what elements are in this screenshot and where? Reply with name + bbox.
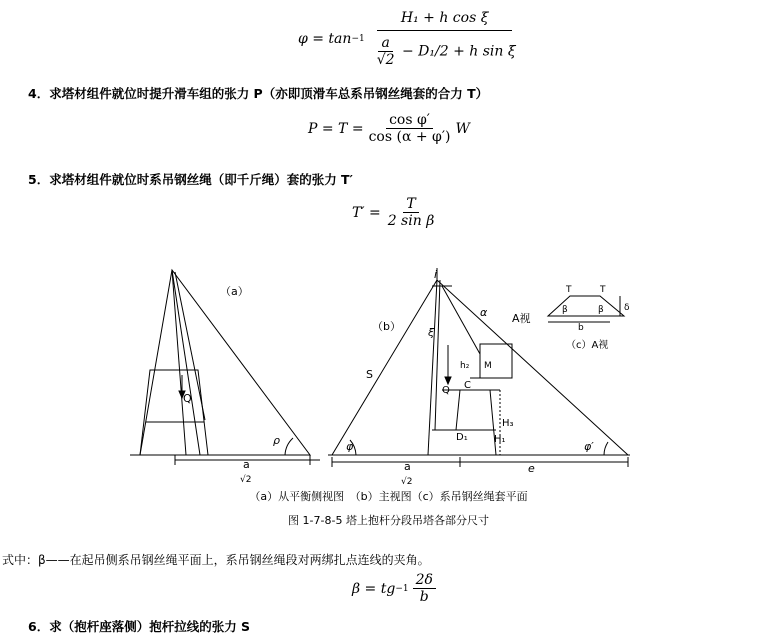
b-m-label: M [484,361,492,371]
formula-beta-num: 2δ [413,572,436,589]
figure-caption-title: 图 1-7-8-5 塔上抱杆分段吊塔各部分尺寸 [288,514,489,527]
formula-beta-den: b [419,589,429,605]
a-rho-label: ρ [273,434,280,447]
formula-p-fraction [366,112,454,145]
den-a-frac [374,35,398,68]
b-d1-label: D₁ [456,432,468,443]
figure-diagram [0,250,777,490]
b-load-arrowhead [445,377,451,384]
formula-phi-denominator [371,31,519,68]
a-pole-line-3 [172,270,186,455]
b-h2-label: h₂ [460,361,470,371]
a-dim-sqrt2: √2 [240,475,252,485]
heading-5: 5．求塔材组件就位时系吊钢丝绳（即千斤绳）套的张力 T′ [28,172,353,187]
b-h3-label: H₃ [502,418,514,429]
label-c: （c）A视 [566,340,609,351]
b-phi-label: φ [346,440,354,453]
den-a: a [378,35,392,52]
figure-caption-parts: （a）从平衡侧视图 （b）主视图（c）系吊钢丝绳套平面 [249,490,528,503]
where-text: 式中：β——在起吊侧系吊钢丝绳平面上，系吊钢丝绳段对两绑扎点连线的夹角。 [2,553,430,567]
c-t-label-right: T [600,285,606,295]
formula-phi-fraction [371,10,519,68]
c-beta-left: β [562,305,568,315]
formula-beta-exp: −1 [395,583,409,594]
b-h1-label: H₁ [494,434,506,445]
formula-p-num: cos φ′ [386,112,433,129]
b-phip-label: φ′ [584,440,594,453]
formula-p-lhs: P = T = [308,120,364,137]
b-dim-e: e [528,462,535,475]
formula-phi-numerator: H₁ + h cos ξ [377,10,513,31]
den-rest: − D₁/2 + h sin ξ [402,43,516,60]
b-aview-label: A视 [512,312,531,325]
formula-tension-p [308,112,470,145]
b-phip-arc [604,442,608,455]
formula-phi-lhs: φ = tan [298,31,352,47]
b-dim-a: a [404,460,411,473]
formula-beta-lhs: β = tg [352,580,396,597]
formula-t-lhs: T′ = [352,204,381,221]
formula-tension-tprime [352,196,437,229]
heading-4: 4．求塔材组件就位时提升滑车组的张力 P（亦即顶滑车总系吊钢丝绳套的合力 T） [28,86,489,101]
label-b: （b） [372,320,401,333]
formula-beta-fraction [413,572,436,605]
a-dim-a: a [243,458,250,471]
b-s-label: S [366,368,373,381]
b-q-label: Q [442,385,450,396]
b-sling-line [442,286,480,354]
c-b-label: b [578,323,584,333]
formula-p-den: cos (α + φ′) [368,129,451,145]
b-tower-leg-right [490,390,496,455]
formula-phi-exp: −1 [351,34,365,44]
b-pole-line-1 [428,280,437,455]
b-tower-leg-left [456,390,460,430]
a-rho-arc [285,438,293,455]
label-a: （a） [220,285,249,298]
c-beta-right: β [598,305,604,315]
b-i-label: i [434,268,438,281]
b-alpha-label: α [480,306,488,319]
heading-6: 6．求（抱杆座落侧）抱杆拉线的张力 S [28,619,251,634]
b-c-label: C [464,380,471,391]
formula-beta [352,572,436,605]
a-q-label: Q [183,392,192,405]
formula-t-num: T [403,196,418,213]
b-dim-sqrt2: √2 [401,477,413,487]
formula-phi [298,6,519,72]
c-t-label-left: T [566,285,572,295]
b-xi-label: ξ [428,326,435,339]
den-sqrt2: √2 [376,52,395,68]
formula-t-fraction [385,196,438,229]
c-sling-plane [548,296,624,316]
formula-t-den: 2 sin β [387,213,435,229]
a-pole-line-1 [172,270,200,455]
c-delta-label: δ [624,303,630,313]
formula-p-rhs: W [455,120,470,137]
